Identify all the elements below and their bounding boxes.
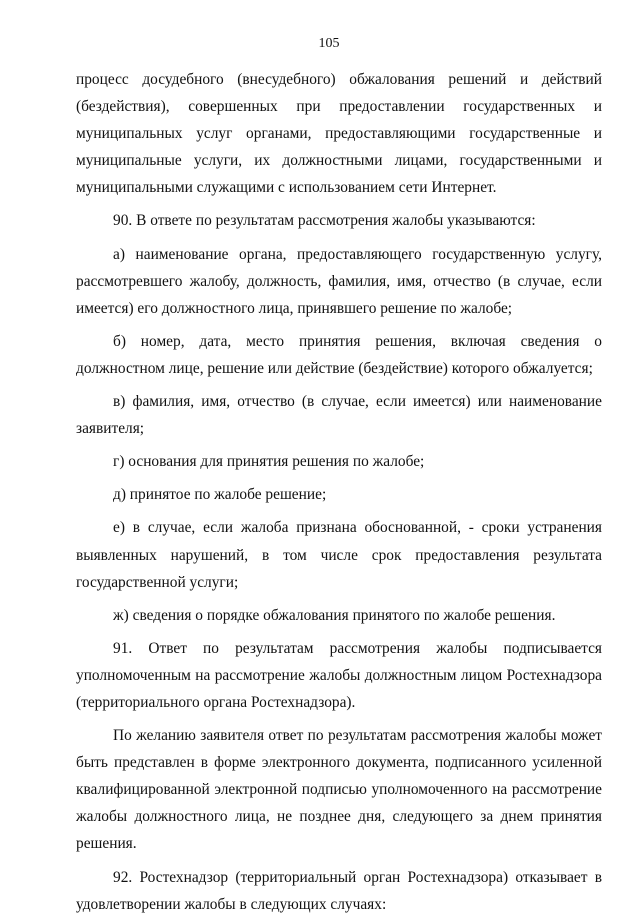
paragraph-91: 91. Ответ по результатам рассмотрения жалобы подписывается уполномоченным на рассмотрение жалобы должностным лицом Ростехнадзора (территориального органа Ростехнадзора). <box>76 639 602 711</box>
paragraph-92: 92. Ростехнадзор (территориальный орган Ростехнадзора) отказывает в удовлетворении жалобы в следующих случаях: <box>76 868 602 913</box>
paragraph-90-e: е) в случае, если жалоба признана обоснованной, - сроки устранения выявленных нарушений, в том числе срок предоставления результата государственной услуги; <box>76 519 602 591</box>
paragraph-90: 90. В ответе по результатам рассмотрения жалобы указываются: <box>113 212 536 230</box>
page-number: 105 <box>318 36 340 51</box>
paragraph-90-b: б) номер, дата, место принятия решения, включая сведения о должностном лице, решение или действие (бездействие) которого обжалуется; <box>76 332 602 377</box>
paragraph-90-a: а) наименование органа, предоставляющего государственную услугу, рассмотревшего жалобу, должность, фамилия, имя, отчество (в случае, если имеется) его должностного лица, принявшего решение по жалобе; <box>76 245 602 317</box>
paragraph-continuation: процесс досудебного (внесудебного) обжалования решений и действий (бездействия), совершенных при предоставлении государственных и муниципальных услуг органами, предоставляющими государственные и муниципальные услуги, их должностными лицами, государственными и муниципальными служащими с использованием сети Интернет. <box>76 71 602 197</box>
paragraph-90-zh: ж) сведения о порядке обжалования принятого по жалобе решения. <box>113 606 556 624</box>
paragraph-90-d: д) принятое по жалобе решение; <box>113 486 327 504</box>
paragraph-91-electronic: По желанию заявителя ответ по результатам рассмотрения жалобы может быть представлен в форме электронного документа, подписанного усиленной квалифицированной электронной подписью уполномоченного на рассмотрение жалобы должностного лица, не позднее дня, следующего за днем принятия решения. <box>76 727 602 853</box>
paragraph-90-v: в) фамилия, имя, отчество (в случае, если имеется) или наименование заявителя; <box>76 393 602 438</box>
paragraph-90-g: г) основания для принятия решения по жалобе; <box>113 453 425 471</box>
